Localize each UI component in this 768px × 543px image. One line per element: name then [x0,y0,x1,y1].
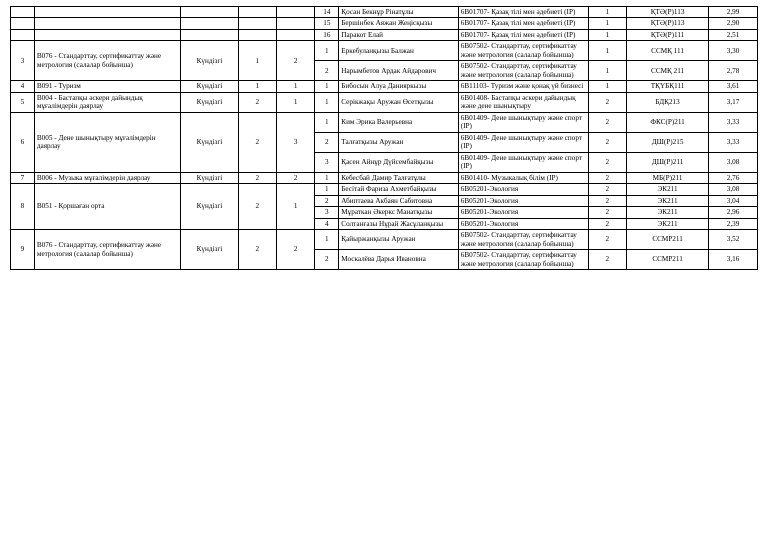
cell-qty1 [238,7,276,18]
cell-qty2 [276,29,314,40]
cell-applicant: Бибосын Алуа Данияркызы [339,81,458,92]
cell-applicant: Қосан Бекнұр Рінатұлы [339,7,458,18]
cell-index: 2 [315,61,339,81]
cell-no [11,29,35,40]
cell-program: 6В01707- Қазақ тілі мен әдебиеті (IP) [458,7,588,18]
cell-applicant: Ким Эрика Валерьевна [339,112,458,132]
cell-applicant: Талғатқызы Аружан [339,132,458,152]
cell-applicant: Паракот Елай [339,29,458,40]
cell-form: Күндізгі [181,230,238,270]
cell-specialty: В004 - Бастапқы әскери дайындық мұғалімдерін даярлау [34,92,180,112]
table-row [11,112,758,132]
cell-program: 6В05201-Экология [458,195,588,206]
cell-qty2: 1 [276,184,314,230]
cell-applicant: Қасен Айнұр Дүйсембайқызы [339,152,458,172]
cell-code: ССМР211 [627,250,709,270]
cell-form: Күндізгі [181,112,238,172]
cell-score: 2,39 [709,218,758,229]
cell-applicant: Москалёва Дарья Ивановна [339,250,458,270]
cell-no: 8 [11,184,35,230]
cell-count: 2 [588,92,626,112]
cell-qty2: 3 [276,112,314,172]
cell-form: Күндізгі [181,184,238,230]
cell-program: 6В05201-Экология [458,218,588,229]
cell-index: 4 [315,218,339,229]
table-row [11,230,758,250]
cell-score: 3,30 [709,41,758,61]
cell-score: 3,33 [709,112,758,132]
cell-index: 15 [315,18,339,29]
cell-specialty: В006 - Музыка мұғалімдерін даярлау [34,172,180,183]
cell-index: 1 [315,92,339,112]
cell-count: 2 [588,132,626,152]
cell-score: 3,33 [709,132,758,152]
cell-count: 1 [588,41,626,61]
cell-code: ҚТӘ(Р)113 [627,7,709,18]
cell-score: 3,08 [709,184,758,195]
cell-applicant: Серікжақы Аружан Өсетқызы [339,92,458,112]
cell-code: ДШ(Р)211 [627,152,709,172]
cell-qty2 [276,7,314,18]
cell-form [181,7,238,18]
cell-no: 5 [11,92,35,112]
cell-qty1 [238,18,276,29]
cell-code: МБ(Р)211 [627,172,709,183]
cell-code: ҚТӘ(Р)111 [627,29,709,40]
cell-no [11,18,35,29]
cell-index: 1 [315,112,339,132]
cell-index: 1 [315,81,339,92]
cell-qty1: 2 [238,184,276,230]
cell-program: 6В01409- Дене шынықтыру және спорт (IP) [458,152,588,172]
cell-qty1 [238,29,276,40]
cell-applicant: Кебесбай Дамир Талғатұлы [339,172,458,183]
cell-score: 3,61 [709,81,758,92]
cell-index: 1 [315,41,339,61]
cell-code: ССМР211 [627,230,709,250]
cell-count: 2 [588,250,626,270]
cell-code: ЭК211 [627,184,709,195]
cell-count: 2 [588,152,626,172]
cell-program: 6В05201-Экология [458,207,588,218]
cell-no [11,7,35,18]
cell-score: 2,51 [709,29,758,40]
cell-code: БДҚ213 [627,92,709,112]
cell-code: ЭК211 [627,195,709,206]
cell-form [181,18,238,29]
cell-index: 14 [315,7,339,18]
cell-count: 2 [588,172,626,183]
cell-no: 4 [11,81,35,92]
cell-applicant: Нарымбетов Ардак Айдарович [339,61,458,81]
cell-index: 3 [315,152,339,172]
cell-qty2 [276,18,314,29]
cell-score: 2,90 [709,18,758,29]
cell-count: 1 [588,18,626,29]
cell-code: ССМҚ 211 [627,61,709,81]
cell-score: 3,08 [709,152,758,172]
table-row [11,184,758,195]
applicants-table [10,6,758,270]
cell-applicant: Бесітай Фариза Ахметбайқызы [339,184,458,195]
cell-qty1: 2 [238,112,276,172]
cell-program: 6В01408- Бастапқы әскери дайындық және дене шынықтыру [458,92,588,112]
cell-qty2: 2 [276,41,314,81]
cell-form: Күндізгі [181,41,238,81]
cell-count: 2 [588,207,626,218]
cell-no: 9 [11,230,35,270]
cell-applicant: Солтанғазы Нұрай Жасұланқызы [339,218,458,229]
cell-qty1: 1 [238,81,276,92]
cell-program: 6В01707- Қазақ тілі мен әдебиеті (IP) [458,29,588,40]
cell-program: 6В01409- Дене шынықтыру және спорт (IP) [458,132,588,152]
cell-specialty: В091 - Туризм [34,81,180,92]
cell-specialty: В051 - Қоршаған орта [34,184,180,230]
cell-qty2: 1 [276,92,314,112]
cell-code: ТҚҮБҚ111 [627,81,709,92]
table-row [11,29,758,40]
cell-qty1: 2 [238,92,276,112]
cell-specialty: В005 - Дене шынықтыру мұғалімдерін даярлау [34,112,180,172]
cell-score: 3,04 [709,195,758,206]
cell-program: 6В01409- Дене шынықтыру және спорт (IP) [458,112,588,132]
cell-specialty [34,29,180,40]
cell-applicant: Мұраткан Әкеркс Манатқызы [339,207,458,218]
cell-count: 1 [588,29,626,40]
cell-count: 1 [588,61,626,81]
cell-qty1: 2 [238,230,276,270]
cell-code: ССМҚ 111 [627,41,709,61]
cell-count: 2 [588,195,626,206]
table-row [11,7,758,18]
cell-count: 1 [588,7,626,18]
cell-index: 2 [315,250,339,270]
cell-code: ЭК211 [627,207,709,218]
cell-qty2: 2 [276,230,314,270]
cell-index: 16 [315,29,339,40]
cell-score: 2,99 [709,7,758,18]
cell-form [181,29,238,40]
cell-program: 6В07502- Стандарттау, сертификаттау және метрология (салалар бойынша) [458,61,588,81]
cell-no: 3 [11,41,35,81]
cell-index: 3 [315,207,339,218]
cell-code: ФКС(Р)211 [627,112,709,132]
cell-applicant: Абиптаева Акбаян Сабитовна [339,195,458,206]
table-row [11,172,758,183]
cell-code: ҚТӘ(Р)113 [627,18,709,29]
cell-score: 3,16 [709,250,758,270]
cell-score: 2,96 [709,207,758,218]
cell-score: 2,78 [709,61,758,81]
cell-qty1: 2 [238,172,276,183]
cell-applicant: Еркебуланқызы Балжан [339,41,458,61]
cell-specialty: В076 - Стандарттау, сертификаттау және метрология (салалар бойынша) [34,230,180,270]
cell-no: 6 [11,112,35,172]
cell-specialty [34,7,180,18]
cell-index: 1 [315,184,339,195]
cell-code: ЭК211 [627,218,709,229]
cell-score: 2,76 [709,172,758,183]
cell-qty2: 2 [276,172,314,183]
cell-code: ДШ(Р)215 [627,132,709,152]
cell-count: 1 [588,81,626,92]
table-row [11,81,758,92]
cell-score: 3,52 [709,230,758,250]
cell-index: 2 [315,195,339,206]
cell-index: 2 [315,132,339,152]
cell-form: Күндізгі [181,81,238,92]
cell-qty1: 1 [238,41,276,81]
cell-program: 6В07502- Стандарттау, сертификаттау және метрология (салалар бойынша) [458,41,588,61]
cell-qty2: 1 [276,81,314,92]
cell-count: 2 [588,218,626,229]
table-row [11,92,758,112]
cell-program: 6В07502- Стандарттау, сертификаттау және метрология (салалар бойынша) [458,230,588,250]
cell-applicant: Қайыржанқызы Аружан [339,230,458,250]
table-row [11,41,758,61]
cell-specialty [34,18,180,29]
cell-count: 2 [588,184,626,195]
cell-score: 3,17 [709,92,758,112]
table-body [11,7,758,270]
cell-no: 7 [11,172,35,183]
cell-specialty: В076 - Стандарттау, сертификаттау және метрология (салалар бойынша) [34,41,180,81]
cell-form: Күндізгі [181,172,238,183]
cell-count: 2 [588,230,626,250]
cell-program: 6В07502- Стандарттау, сертификаттау және метрология (салалар бойынша) [458,250,588,270]
cell-index: 1 [315,230,339,250]
cell-program: 6В11103- Туризм және қонақ үй бизнесі [458,81,588,92]
cell-program: 6В05201-Экология [458,184,588,195]
table-row [11,18,758,29]
cell-program: 6В01410- Музыкалық білім (IP) [458,172,588,183]
cell-index: 1 [315,172,339,183]
cell-applicant: Бершінбек Аяжан Жеңісқызы [339,18,458,29]
cell-form: Күндізгі [181,92,238,112]
cell-program: 6В01707- Қазақ тілі мен әдебиеті (IP) [458,18,588,29]
cell-count: 2 [588,112,626,132]
